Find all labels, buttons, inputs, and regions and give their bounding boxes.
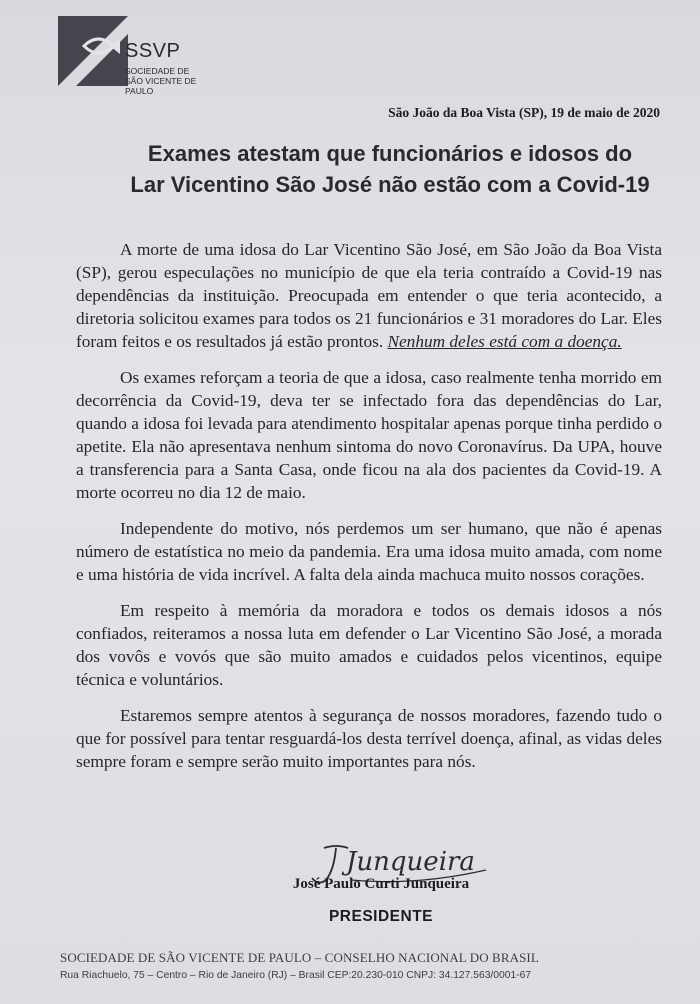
date-line: São João da Boa Vista (SP), 19 de maio de 2020 xyxy=(388,105,660,120)
signature-script: Junqueira xyxy=(346,847,475,877)
letter-body xyxy=(76,238,662,786)
title-line-2: Lar Vicentino São José não estão com a Covid-19 xyxy=(130,172,650,197)
footer-organization: SOCIEDADE DE SÃO VICENTE DE PAULO – CONSELHO NACIONAL DO BRASIL xyxy=(60,950,539,965)
title-line-1: Exames atestam que funcionários e idosos do xyxy=(147,141,633,166)
paragraph-3: Independente do motivo, nós perdemos um ser humano, que não é apenas número de estatística no meio da pandemia. Era uma idosa muito amada, com nome e uma história de vida incrível. A falta dela ainda machuca muito nossos corações. xyxy=(76,519,662,584)
paragraph-1-text: A morte de uma idosa do Lar Vicentino São José, em São João da Boa Vista (SP), gerou especulações no município de que ela teria contraído a Covid-19 nas dependências da instituição. Preocupada em entender o que teria acontecido, a diretoria solicitou exames para todos os 21 funcionários e 31 moradores do Lar. Eles foram feitos e os resultados já estão prontos. xyxy=(76,240,662,351)
ssvp-logo xyxy=(58,16,198,94)
logo-subtitle xyxy=(125,66,205,96)
footer-address: Rua Riachuelo, 75 – Centro – Rio de Janeiro (RJ) – Brasil CEP:20.230-010 CNPJ: 34.127.563/0001-67 xyxy=(60,970,532,981)
paragraph-4: Em respeito à memória da moradora e todos os demais idosos a nós confiados, reiteramos a nossa luta em defender o Lar Vicentino São José, a morada dos vovôs e vovós que são muito amados e cuidados pelos vicentinos, equipe técnica e voluntários. xyxy=(76,601,662,689)
document-title xyxy=(90,138,690,200)
paragraph-2: Os exames reforçam a teoria de que a idosa, caso realmente tenha morrido em decorrência da Covid-19, deva ter se infectado fora das dependências do Lar, quando a idosa foi levada para atendimento hospitalar apenas porque tinha perdido o apetite. Ela não apresentava nenhum sintoma do novo Coronavírus. Da UPA, houve a transferencia para a Santa Casa, onde ficou na ala dos pacientes da Covid-19. A morte ocorreu no dia 12 de maio. xyxy=(76,368,662,502)
signatory-role: PRESIDENTE xyxy=(328,908,434,925)
paragraph-1-emphasis: Nenhum deles está com a doença. xyxy=(387,332,622,351)
paragraph-1 xyxy=(76,238,662,353)
logo-subtitle-line1: SOCIEDADE DE xyxy=(125,66,190,76)
logo-subtitle-line2: SÃO VICENTE DE PAULO xyxy=(125,76,197,96)
logo-wordmark: SSVP xyxy=(125,40,181,62)
ssvp-emblem-icon xyxy=(58,16,128,86)
signatory-name: José Paulo Curti Junqueira xyxy=(292,876,470,892)
paragraph-5: Estaremos sempre atentos à segurança de nossos moradores, fazendo tudo o que for possível para tentar resguardá-los desta terrível doença, afinal, as vidas deles sempre foram e sempre serão muito importantes para nós. xyxy=(76,706,662,771)
